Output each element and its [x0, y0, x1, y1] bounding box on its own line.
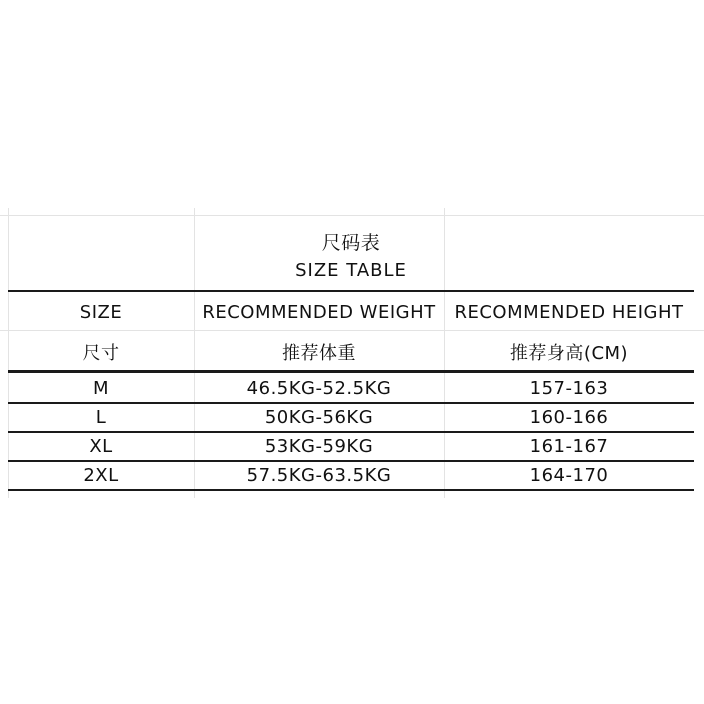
grid-line — [0, 215, 704, 216]
table-cell-size: 2XL — [83, 465, 119, 486]
table-rule-header-top — [8, 290, 694, 292]
table-rule-row — [8, 489, 694, 491]
table-title-zh: 尺码表 — [321, 231, 381, 254]
table-cell-weight: 46.5KG-52.5KG — [246, 377, 392, 399]
table-cell-weight: 53KG-59KG — [264, 436, 374, 457]
table-cell-size: L — [95, 407, 107, 428]
header-size-zh: 尺寸 — [82, 343, 120, 364]
table-cell-height: 161-167 — [529, 436, 609, 457]
table-rule-header-bottom — [8, 370, 694, 373]
table-cell-size: M — [92, 377, 110, 399]
header-height-en: RECOMMENDED HEIGHT — [454, 301, 684, 323]
table-cell-height: 160-166 — [529, 407, 609, 428]
header-height-zh: 推荐身高(CM) — [509, 343, 629, 364]
header-weight-zh: 推荐体重 — [282, 343, 356, 364]
table-cell-weight: 50KG-56KG — [264, 407, 374, 428]
grid-line — [0, 330, 704, 331]
table-cell-height: 164-170 — [529, 465, 609, 486]
header-weight-en: RECOMMENDED WEIGHT — [202, 301, 436, 323]
table-title-en: SIZE TABLE — [295, 259, 407, 281]
table-cell-weight: 57.5KG-63.5KG — [246, 465, 392, 486]
table-cell-size: XL — [89, 436, 113, 457]
table-cell-height: 157-163 — [529, 377, 609, 399]
header-size-en: SIZE — [79, 301, 123, 323]
